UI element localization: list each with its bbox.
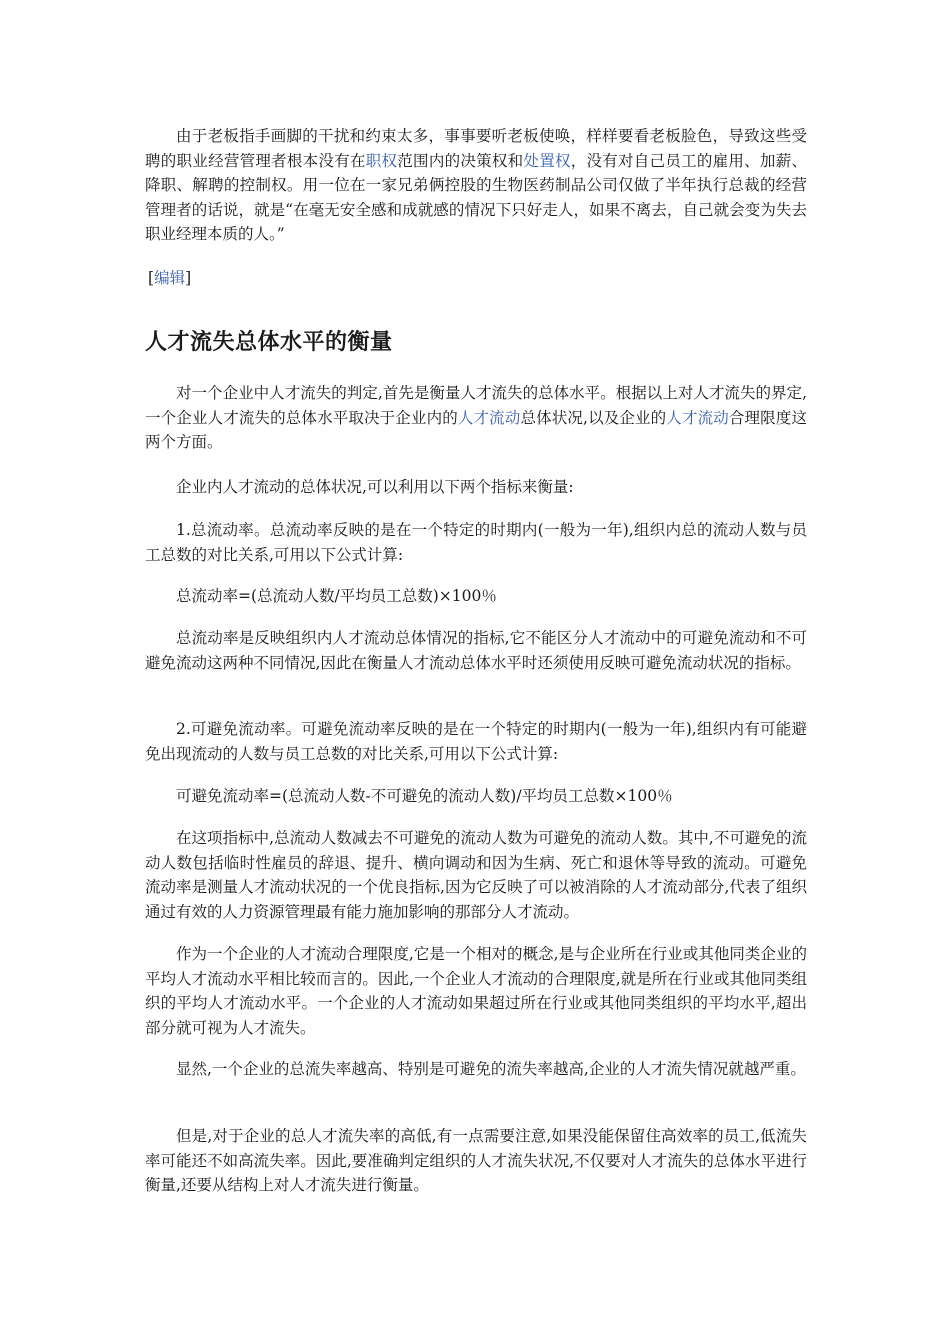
section-paragraph-3: 1.总流动率。总流动率反映的是在一个特定的时期内(一般为一年),组织内总的流动人数与员工总数的对比关系,可用以下公式计算: [145,521,807,564]
link-zhiquan[interactable]: 职权 [365,151,398,170]
edit-bracket-open: [ [148,269,155,287]
section-paragraph-2: 企业内人才流动的总体状况,可以利用以下两个指标来衡量: [176,478,574,496]
link-rencai-liudong-2[interactable]: 人才流动 [666,408,729,427]
section-paragraph-4: 总流动率是反映组织内人才流动总体情况的指标,它不能区分人才流动中的可避免流动和不可避免流动这两种不同情况,因此在衡量人才流动总体水平时还须使用反映可避免流动状况的指标。 [145,629,807,672]
edit-section-link [148,266,191,290]
section-paragraph-8: 显然,一个企业的总流失率越高、特别是可避免的流失率越高,企业的人才流失情况就越严重。 [176,1060,806,1078]
section-paragraph-7: 作为一个企业的人才流动合理限度,它是一个相对的概念,是与企业所在行业或其他同类企业的平均人才流动水平相比较而言的。因此,一个企业人才流动的合理限度,就是所在行业或其他同类组织的平均人才流动水平。一个企业的人才流动如果超过所在行业或其他同类组织的平均水平,超出部分就可视为人才流失。 [145,945,807,1037]
para1-text-a: 对一个企业中人才流失的判定,首先是衡量人才流失的总体水平。根据以上对人才流失的界定,一个企业人才流失的总体水平取决于企业内的 [145,384,807,427]
section-paragraph-9: 但是,对于企业的总人才流失率的高低,有一点需要注意,如果没能保留住高效率的员工,低流失率可能还不如高流失率。因此,要准确判定组织的人才流失状况,不仅要对人才流失的总体水平进行衡量,还要从结构上对人才流失进行衡量。 [145,1127,807,1194]
intro-paragraph [145,124,807,247]
formula-total-turnover: 总流动率=(总流动人数/平均员工总数)×100％ [176,587,497,605]
para1-text-b: 总体状况,以及企业的 [520,408,667,427]
para1-text-c: 合理限度这两个方面。 [145,408,807,451]
intro-text-3: ，没有对自己员工的雇用、加薪、降职、解聘的控制权。用一位在一家兄弟俩控股的生物医药制品公司仅做了半年执行总裁的经营管理者的话说，就是“在毫无安全感和成就感的情况下只好走人，如果不离去，自己就会变为失去职业经理本质的人。” [145,151,807,243]
link-rencai-liudong-1[interactable]: 人才流动 [457,408,521,427]
link-chuzhiquan[interactable]: 处置权 [523,151,571,170]
intro-text-2: 范围内的决策权和 [397,151,524,170]
intro-text-1: 由于老板指手画脚的干扰和约束太多，事事要听老板使唤，样样要看老板脸色，导致这些受聘的职业经营管理者根本没有在 [145,127,807,170]
section-paragraph-5: 2.可避免流动率。可避免流动率反映的是在一个特定的时期内(一般为一年),组织内有可能避免出现流动的人数与员工总数的对比关系,可用以下公式计算: [145,720,807,763]
section-paragraph-6: 在这项指标中,总流动人数减去不可避免的流动人数为可避免的流动人数。其中,不可避免的流动人数包括临时性雇员的辞退、提升、横向调动和因为生病、死亡和退休等导致的流动。可避免流动率是测量人才流动状况的一个优良指标,因为它反映了可以被消除的人才流动部分,代表了组织通过有效的人力资源管理最有能力施加影响的那部分人才流动。 [145,829,807,921]
edit-link[interactable]: 编辑 [154,269,186,287]
section-heading: 人才流失总体水平的衡量 [145,330,393,355]
formula-avoidable-turnover: 可避免流动率=(总流动人数-不可避免的流动人数)/平均员工总数×100％ [176,787,673,805]
edit-bracket-close: ] [185,269,192,287]
section-paragraph-1 [145,381,807,455]
